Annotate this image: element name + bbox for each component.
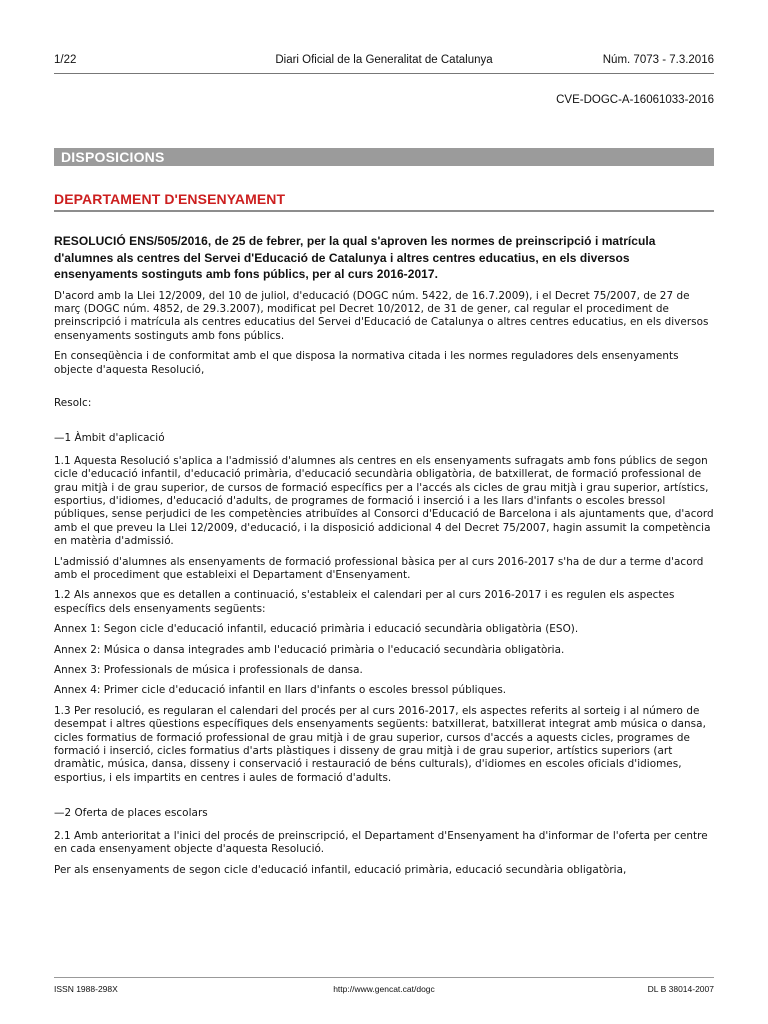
document-body — [54, 233, 714, 884]
resolc-label: Resolc: — [54, 396, 92, 409]
annex-item: Annex 1: Segon cicle d'educació infantil, educació primària i educació secundària obligatòria (ESO). — [54, 623, 579, 636]
header-divider — [54, 73, 714, 74]
paragraph: Per als ensenyaments de segon cicle d'educació infantil, educació primària, educació secundària obligatòria, — [54, 863, 627, 876]
page-footer — [54, 984, 714, 996]
legal-deposit: DL B 38014-2007 — [647, 984, 714, 994]
section-band: DISPOSICIONS — [54, 148, 714, 166]
paragraph: D'acord amb la Llei 12/2009, del 10 de juliol, d'educació (DOGC núm. 5422, de 16.7.2009), i el Decret 75/2007, de 27 de març (DOGC núm. 4852, de 29.3.2007), modificat pel Decret 10/2012, de 31 de gener, cal regular el procediment de preinscripció i matrícula als centres educatius del Servei d'Educació de Catalunya o altres centres educatius, en els diversos ensenyaments sostinguts amb fons públics. — [54, 289, 709, 342]
paragraph: 1.1 Aquesta Resolució s'aplica a l'admissió d'alumnes als centres en els ensenyaments sufragats amb fons públics de segon cicle d'educació infantil, d'educació primària, d'educació secundària obligatòria, de batxillerat, de formació professional de grau mitjà i de grau superior, de cursos de formació específics per a l'accés als cicles de grau mitjà i grau superior, artístics, esportius, d'idiomes, d'educació d'adults, de programes de formació i inserció i a les llars d'infants o escoles bressol públiques, sense perjudici de les competències atribuïdes al Consorci d'Educació de Barcelona i als ajuntaments que, d'acord amb el que preveu la Llei 12/2009, d'educació, i la disposició addicional 4 del Decret 75/2007, hagin assumit la competència en matèria d'admissió. — [54, 454, 714, 548]
issue-number: Núm. 7073 - 7.3.2016 — [602, 54, 714, 66]
annex-item: Annex 4: Primer cicle d'educació infantil en llars d'infants o escoles bressol públiques. — [54, 684, 507, 697]
paragraph: L'admissió d'alumnes als ensenyaments de formació professional bàsica per al curs 2016-2017 s'ha de dur a terme d'acord amb el procediment que estableixi el Departament d'Ensenyament. — [54, 555, 704, 581]
annex-item: Annex 3: Professionals de música i professionals de dansa. — [54, 664, 363, 677]
section-heading-1: —1 Àmbit d'aplicació — [54, 432, 165, 445]
cve-code: CVE-DOGC-A-16061033-2016 — [556, 94, 714, 106]
footer-divider — [54, 977, 714, 978]
page-number: 1/22 — [54, 54, 77, 66]
annex-item: Annex 2: Música o dansa integrades amb l'educació primària o l'educació secundària obligatòria. — [54, 643, 565, 656]
issn: ISSN 1988-298X — [54, 984, 118, 994]
paragraph: 1.2 Als annexos que es detallen a continuació, s'estableix el calendari per al curs 2016-2017 i es regulen els aspectes específics dels ensenyaments següents: — [54, 589, 675, 615]
paragraph: En conseqüència i de conformitat amb el que disposa la normativa citada i les normes reguladores dels ensenyaments objecte d'aquesta Resolució, — [54, 350, 679, 376]
department-heading: DEPARTAMENT D'ENSENYAMENT — [54, 191, 286, 207]
footer-url[interactable]: http://www.gencat.cat/dogc — [333, 984, 435, 994]
page-header — [54, 54, 714, 70]
paragraph: 1.3 Per resolució, es regularan el calendari del procés per al curs 2016-2017, els aspectes referits al sorteig i al número de desempat i altres qüestions específiques dels ensenyaments següents: batxillerat, batxillerat integrat amb música o dansa, cicles formatius de formació professional de grau mitjà i de grau superior, cursos d'accés a aquests cicles, programes de formació i inserció, cicles formatius d'arts plàstiques i disseny de grau mitjà i de grau superior, artístics superiors (art dramàtic, música, dansa, disseny i conservació i restauració de béns culturals), d'idiomes en escoles oficials d'idiomes, esportius, i els impartits en centres i aules de formació d'adults. — [54, 704, 706, 784]
section-heading-2: —2 Oferta de places escolars — [54, 807, 208, 820]
department-divider — [54, 210, 714, 212]
paragraph: 2.1 Amb anterioritat a l'inici del procés de preinscripció, el Departament d'Ensenyament ha d'informar de l'oferta per centre en cada ensenyament objecte d'aquesta Resolució. — [54, 829, 708, 856]
journal-title: Diari Oficial de la Generalitat de Catalunya — [275, 54, 493, 66]
resolution-title: RESOLUCIÓ ENS/505/2016, de 25 de febrer, per la qual s'aproven les normes de preinscripció i matrícula d'alumnes als centres del Servei d'Educació de Catalunya i altres centres educatius, en els diversos ensenyaments sostinguts amb fons públics, per al curs 2016-2017. — [54, 234, 656, 281]
